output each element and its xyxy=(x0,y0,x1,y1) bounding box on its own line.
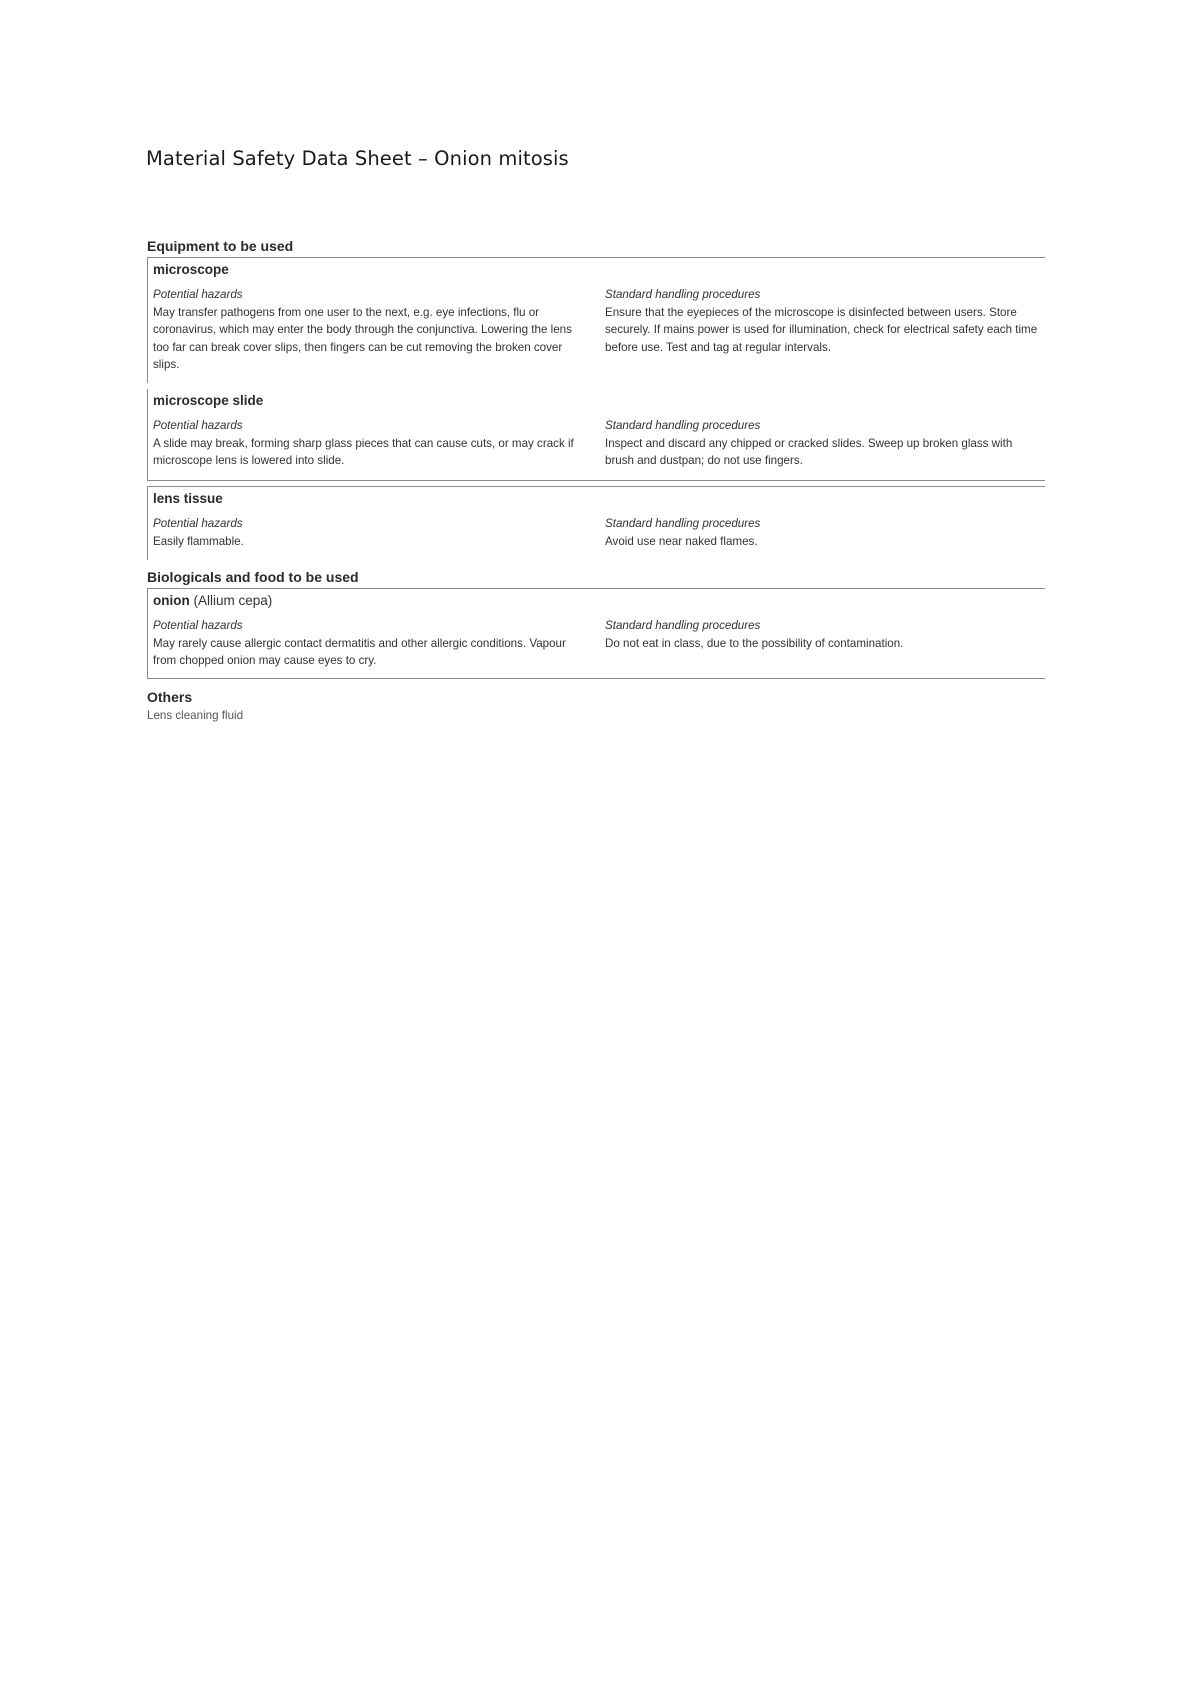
page-title: Material Safety Data Sheet – Onion mitosis xyxy=(146,147,569,170)
hazards-label: Potential hazards xyxy=(153,619,243,632)
procedures-text: Avoid use near naked flames. xyxy=(605,534,758,548)
item-name-row xyxy=(153,593,272,608)
hazards-label: Potential hazards xyxy=(153,517,243,530)
item-name: microscope xyxy=(153,262,229,277)
hazards-label: Potential hazards xyxy=(153,288,243,301)
equipment-item-microscope xyxy=(147,258,1045,383)
procedures-column xyxy=(605,617,1040,652)
biologicals-heading: Biologicals and food to be used xyxy=(147,569,359,585)
hazards-text: A slide may break, forming sharp glass pieces that can cause cuts, or may crack if microscope lens is lowered into slide. xyxy=(153,436,574,467)
procedures-label: Standard handling procedures xyxy=(605,288,761,301)
procedures-text: Inspect and discard any chipped or cracked slides. Sweep up broken glass with brush and dustpan; do not use fingers. xyxy=(605,436,1013,467)
hazards-column xyxy=(153,617,583,670)
equipment-item-microscope-slide xyxy=(147,389,1045,481)
hazards-text: May transfer pathogens from one user to the next, e.g. eye infections, flu or coronavirus, which may enter the body through the conjunctiva. Lowering the lens too far can break cover slips, then fingers can be cut removing the broken cover slips. xyxy=(153,305,572,371)
procedures-text: Ensure that the eyepieces of the microscope is disinfected between users. Store securely. If mains power is used for illumination, check for electrical safety each time before use. Test and tag at regular intervals. xyxy=(605,305,1038,354)
others-text: Lens cleaning fluid xyxy=(147,709,244,722)
item-name: microscope slide xyxy=(153,393,264,408)
procedures-text: Do not eat in class, due to the possibility of contamination. xyxy=(605,636,904,650)
hazards-text: May rarely cause allergic contact dermatitis and other allergic conditions. Vapour from chopped onion may cause eyes to cry. xyxy=(153,636,566,667)
procedures-label: Standard handling procedures xyxy=(605,517,761,530)
biological-item-onion xyxy=(147,589,1045,679)
hazards-text: Easily flammable. xyxy=(153,534,244,548)
item-name: lens tissue xyxy=(153,491,223,506)
hazards-column xyxy=(153,515,583,550)
procedures-column xyxy=(605,417,1040,470)
equipment-heading: Equipment to be used xyxy=(147,238,294,254)
others-heading: Others xyxy=(147,689,193,705)
hazards-column xyxy=(153,417,583,470)
item-latin-name: (Allium cepa) xyxy=(193,593,273,608)
hazards-label: Potential hazards xyxy=(153,419,243,432)
procedures-column xyxy=(605,515,1040,550)
procedures-label: Standard handling procedures xyxy=(605,419,761,432)
hazards-column xyxy=(153,286,583,374)
item-name: onion xyxy=(153,593,190,608)
procedures-column xyxy=(605,286,1040,356)
equipment-item-lens-tissue xyxy=(147,487,1045,560)
procedures-label: Standard handling procedures xyxy=(605,619,761,632)
